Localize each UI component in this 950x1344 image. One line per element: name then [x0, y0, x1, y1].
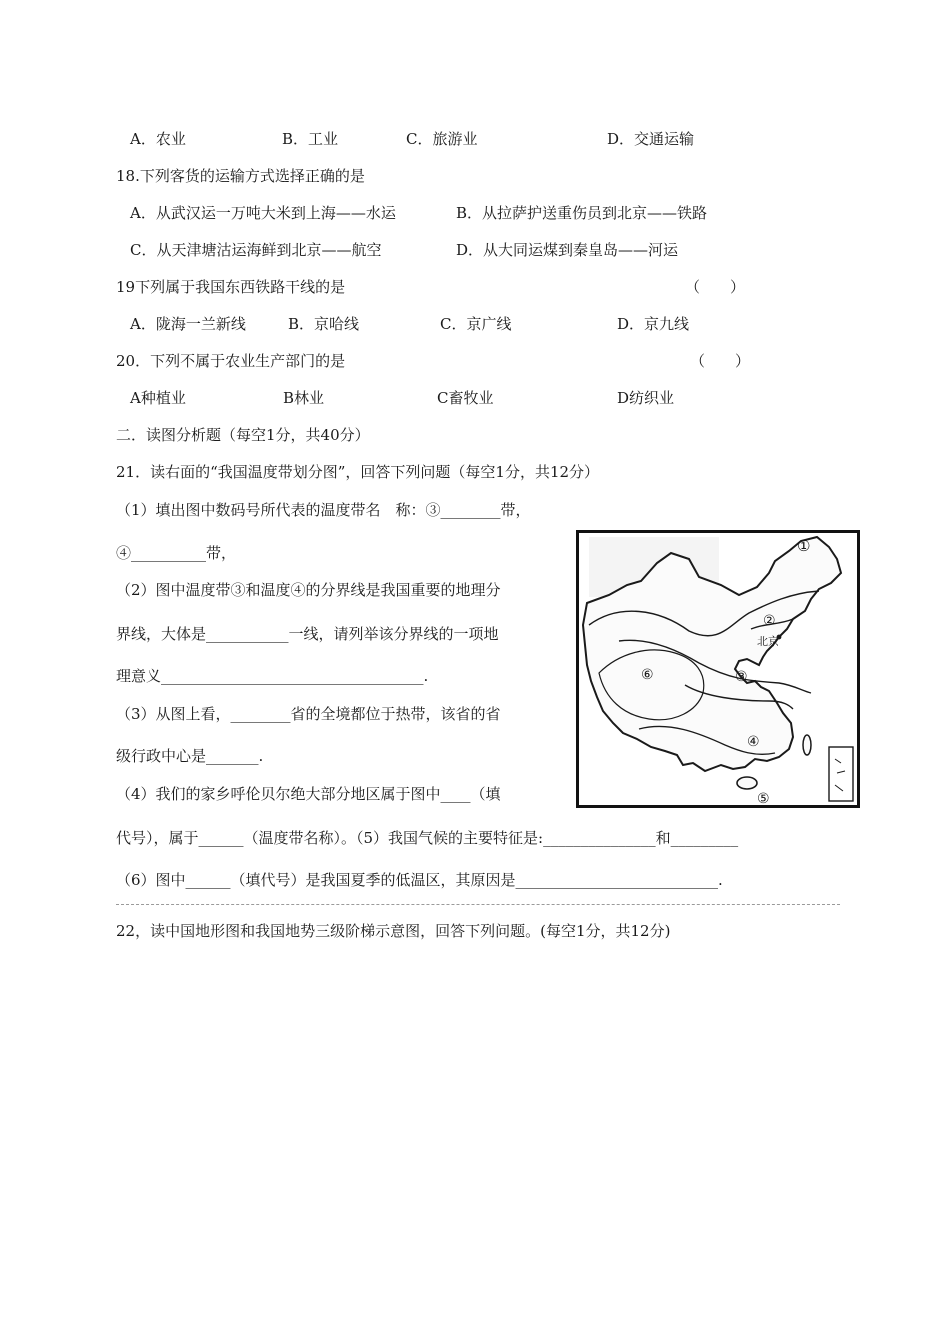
q21-line-3: （2）图中温度带③和温度④的分界线是我国重要的地理分	[116, 581, 501, 599]
q18-stem: 18.下列客货的运输方式选择正确的是	[116, 167, 365, 185]
zone-1-label: ①	[797, 537, 811, 555]
q17-option-d: D．交通运输	[607, 130, 695, 148]
section-2-title: 二．读图分析题（每空1分，共40分）	[116, 426, 370, 444]
q21-stem: 21．读右面的“我国温度带划分图”，回答下列问题（每空1分，共12分）	[116, 463, 600, 481]
q22-stem: 22，读中国地形图和我国地势三级阶梯示意图，回答下列问题。(每空1分，共12分)	[116, 922, 671, 940]
q18-option-c: C．从天津塘沽运海鲜到北京——航空	[130, 241, 382, 259]
q19-answer-paren: （ ）	[685, 278, 746, 296]
zone-4-label: ④	[747, 734, 760, 750]
q20-option-d: D纺织业	[617, 389, 675, 407]
q21-line-2: ④__________带，	[116, 544, 237, 562]
q19-option-a: A．陇海一兰新线	[130, 315, 246, 333]
q21-line-6: （3）从图上看，________省的全境都位于热带，该省的省	[116, 705, 501, 723]
q20-stem: 20．下列不属于农业生产部门的是	[116, 352, 346, 370]
china-outline-map	[579, 533, 857, 805]
zone-2-label: ②	[763, 613, 776, 629]
q21-line-7: 级行政中心是_______.	[116, 747, 264, 765]
q19-stem: 19下列属于我国东西铁路干线的是	[116, 278, 346, 296]
q21-line-9: 代号），属于______（温度带名称）。（5）我国气候的主要特征是:_______________和_________	[116, 829, 739, 847]
q20-answer-paren: （ ）	[690, 352, 751, 370]
q18-option-a: A．从武汉运一万吨大米到上海——水运	[130, 204, 396, 222]
q20-option-b: B林业	[283, 389, 325, 407]
zone-5-label: ⑤	[757, 791, 770, 805]
q21-line-5: 理意义___________________________________.	[116, 667, 429, 685]
q21-line-10: （6）图中______（填代号）是我国夏季的低温区，其原因是___________________________.	[116, 871, 723, 889]
q17-option-b: B．工业	[282, 130, 339, 148]
q19-option-b: B．京哈线	[288, 315, 360, 333]
temperature-zone-map	[576, 530, 860, 808]
q21-line-1: （1）填出图中数码号所代表的温度带名 称：③________带，	[116, 501, 531, 519]
q21-line-4: 界线，大体是___________一线，请列举该分界线的一项地	[116, 625, 499, 643]
q18-option-b: B．从拉萨护送重伤员到北京——铁路	[456, 204, 708, 222]
q18-option-d: D．从大同运煤到秦皇岛——河运	[456, 241, 679, 259]
q19-option-d: D．京九线	[617, 315, 690, 333]
dashed-divider	[116, 904, 840, 905]
zone-3-label: ③	[735, 669, 748, 685]
q17-option-a: A．农业	[130, 130, 186, 148]
q21-line-8: （4）我们的家乡呼伦贝尔绝大部分地区属于图中____（填	[116, 785, 501, 803]
zone-6-label: ⑥	[641, 667, 654, 683]
beijing-label: 北京	[757, 635, 779, 648]
q20-option-a: A种植业	[130, 389, 186, 407]
q17-option-c: C．旅游业	[406, 130, 478, 148]
q19-option-c: C．京广线	[440, 315, 512, 333]
q20-option-c: C畜牧业	[437, 389, 494, 407]
